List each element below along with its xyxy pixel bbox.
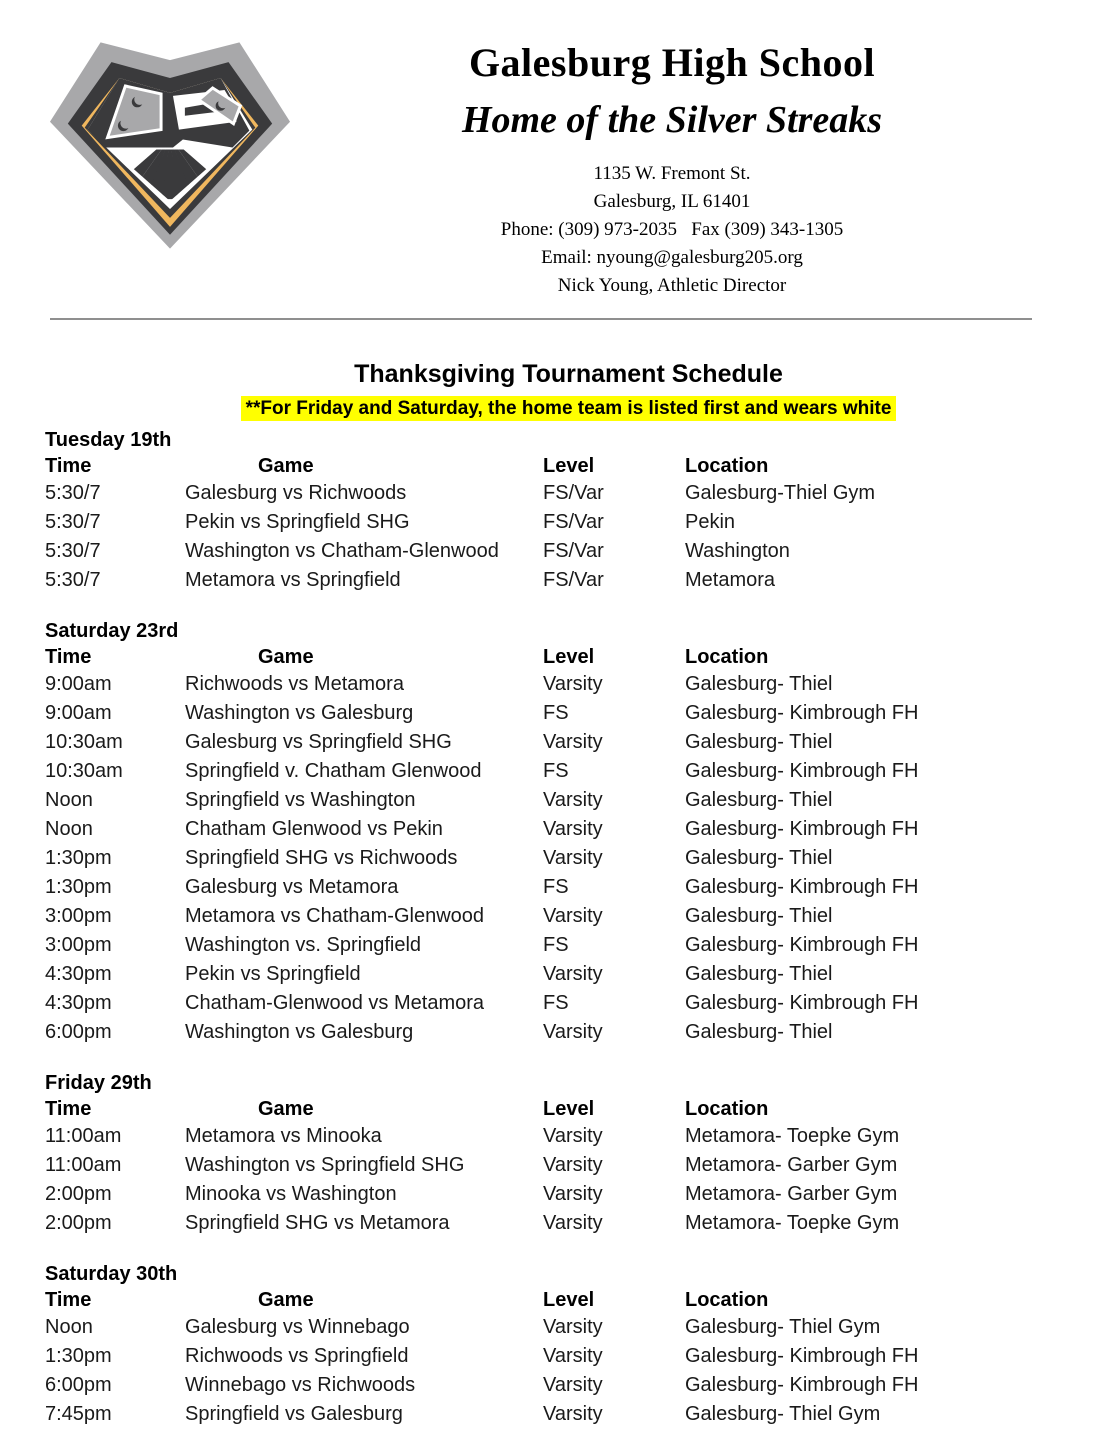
- game-row: [45, 757, 1092, 786]
- cell-level: FS/Var: [543, 511, 604, 533]
- column-header-level: Level: [543, 1098, 595, 1120]
- cell-game: Washington vs Galesburg: [185, 702, 414, 724]
- cell-level: Varsity: [543, 731, 603, 753]
- game-row: [45, 1209, 1092, 1238]
- cell-level: FS/Var: [543, 540, 604, 562]
- day-heading: Saturday 23rd: [45, 620, 179, 642]
- game-row: [45, 873, 1092, 902]
- address-line-street: 1135 W. Fremont St.: [593, 163, 751, 184]
- game-row: [45, 960, 1092, 989]
- cell-time: 4:30pm: [45, 963, 112, 985]
- game-row: [45, 728, 1092, 757]
- cell-game: Springfield SHG vs Metamora: [185, 1212, 450, 1234]
- cell-game: Galesburg vs Metamora: [185, 876, 399, 898]
- cell-level: Varsity: [543, 1021, 603, 1043]
- column-header-level: Level: [543, 1289, 595, 1311]
- column-header-time: Time: [45, 455, 92, 477]
- cell-time: 9:00am: [45, 673, 112, 695]
- column-header-location: Location: [685, 646, 769, 668]
- day-heading: Friday 29th: [45, 1072, 152, 1094]
- cell-game: Washington vs Galesburg: [185, 1021, 414, 1043]
- game-row: [45, 844, 1092, 873]
- silver-streaks-shield-icon: [46, 38, 294, 252]
- cell-level: FS: [543, 934, 569, 956]
- cell-level: FS: [543, 702, 569, 724]
- cell-time: 5:30/7: [45, 511, 101, 533]
- cell-game: Springfield v. Chatham Glenwood: [185, 760, 482, 782]
- cell-level: Varsity: [543, 673, 603, 695]
- cell-location: Galesburg- Thiel: [685, 1021, 833, 1043]
- game-row: [45, 989, 1092, 1018]
- cell-time: 2:00pm: [45, 1183, 112, 1205]
- cell-location: Galesburg- Kimbrough FH: [685, 702, 919, 724]
- schedule-days: [45, 427, 1092, 1429]
- address-block: [242, 160, 1102, 300]
- cell-time: 1:30pm: [45, 847, 112, 869]
- schedule: [45, 359, 1092, 1429]
- day-heading: Tuesday 19th: [45, 429, 172, 451]
- column-header-location: Location: [685, 1289, 769, 1311]
- cell-time: 5:30/7: [45, 569, 101, 591]
- column-header-time: Time: [45, 1289, 92, 1311]
- cell-time: 2:00pm: [45, 1212, 112, 1234]
- cell-game: Metamora vs Springfield: [185, 569, 401, 591]
- cell-location: Pekin: [685, 511, 736, 533]
- cell-level: Varsity: [543, 1154, 603, 1176]
- game-row: [45, 931, 1092, 960]
- cell-game: Pekin vs Springfield SHG: [185, 511, 410, 533]
- cell-time: Noon: [45, 1316, 93, 1338]
- cell-location: Galesburg- Kimbrough FH: [685, 1374, 919, 1396]
- cell-level: FS: [543, 760, 569, 782]
- cell-location: Galesburg- Thiel: [685, 789, 833, 811]
- cell-time: 6:00pm: [45, 1021, 112, 1043]
- game-row: [45, 699, 1092, 728]
- game-row: [45, 1151, 1092, 1180]
- phone-fax-line: Phone: (309) 973-2035 Fax (309) 343-1305: [500, 219, 844, 240]
- day-section: [45, 427, 1092, 595]
- cell-game: Galesburg vs Richwoods: [185, 482, 407, 504]
- cell-game: Washington vs Springfield SHG: [185, 1154, 465, 1176]
- email-line: Email: nyoung@galesburg205.org: [541, 247, 803, 268]
- cell-time: 5:30/7: [45, 540, 101, 562]
- school-logo: [46, 38, 294, 252]
- day-section: [45, 1261, 1092, 1429]
- game-row: [45, 537, 1092, 566]
- cell-level: FS/Var: [543, 569, 604, 591]
- column-header-time: Time: [45, 646, 92, 668]
- schedule-note-wrap: [45, 396, 1092, 421]
- cell-location: Galesburg- Kimbrough FH: [685, 1345, 919, 1367]
- column-header-row: [45, 1096, 1092, 1122]
- cell-location: Galesburg- Kimbrough FH: [685, 934, 919, 956]
- game-row: [45, 566, 1092, 595]
- cell-game: Minooka vs Washington: [185, 1183, 397, 1205]
- cell-location: Metamora- Toepke Gym: [685, 1125, 900, 1147]
- cell-level: Varsity: [543, 963, 603, 985]
- school-tagline: Home of the Silver Streaks: [461, 99, 883, 141]
- cell-location: Metamora- Toepke Gym: [685, 1212, 900, 1234]
- cell-level: Varsity: [543, 1345, 603, 1367]
- game-row: [45, 786, 1092, 815]
- schedule-note-highlight: **For Friday and Saturday, the home team is listed first and wears white: [241, 396, 897, 421]
- game-row: [45, 1313, 1092, 1342]
- game-row: [45, 1400, 1092, 1429]
- cell-location: Galesburg- Kimbrough FH: [685, 876, 919, 898]
- cell-location: Galesburg- Kimbrough FH: [685, 760, 919, 782]
- column-header-row: [45, 1287, 1092, 1313]
- cell-time: 7:45pm: [45, 1403, 112, 1425]
- cell-game: Metamora vs Minooka: [185, 1125, 382, 1147]
- cell-game: Washington vs. Springfield: [185, 934, 422, 956]
- cell-time: 3:00pm: [45, 934, 112, 956]
- cell-time: 1:30pm: [45, 876, 112, 898]
- cell-level: Varsity: [543, 1212, 603, 1234]
- cell-time: 3:00pm: [45, 905, 112, 927]
- cell-level: Varsity: [543, 847, 603, 869]
- game-row: [45, 508, 1092, 537]
- game-row: [45, 1371, 1092, 1400]
- cell-location: Washington: [685, 540, 790, 562]
- cell-level: Varsity: [543, 789, 603, 811]
- letterhead: [0, 0, 1102, 300]
- cell-time: 11:00am: [45, 1154, 122, 1176]
- column-header-game: Game: [258, 1289, 314, 1311]
- game-row: [45, 902, 1092, 931]
- address-line-city: Galesburg, IL 61401: [593, 191, 751, 212]
- game-row: [45, 815, 1092, 844]
- game-row: [45, 1018, 1092, 1047]
- column-header-level: Level: [543, 646, 595, 668]
- cell-time: 4:30pm: [45, 992, 112, 1014]
- cell-location: Galesburg- Thiel: [685, 963, 833, 985]
- cell-level: Varsity: [543, 1183, 603, 1205]
- letterhead-divider: [50, 318, 1032, 320]
- cell-time: 6:00pm: [45, 1374, 112, 1396]
- cell-game: Pekin vs Springfield: [185, 963, 361, 985]
- game-row: [45, 479, 1092, 508]
- cell-level: Varsity: [543, 1316, 603, 1338]
- cell-time: 10:30am: [45, 731, 123, 753]
- game-row: [45, 1122, 1092, 1151]
- cell-level: FS: [543, 876, 569, 898]
- school-name: Galesburg High School: [468, 40, 876, 85]
- cell-game: Galesburg vs Springfield SHG: [185, 731, 452, 753]
- cell-location: Galesburg-Thiel Gym: [685, 482, 876, 504]
- cell-level: Varsity: [543, 905, 603, 927]
- day-heading: Saturday 30th: [45, 1263, 178, 1285]
- cell-location: Galesburg- Thiel: [685, 673, 833, 695]
- cell-game: Galesburg vs Winnebago: [185, 1316, 410, 1338]
- cell-game: Springfield vs Washington: [185, 789, 416, 811]
- athletic-director-line: Nick Young, Athletic Director: [557, 275, 787, 296]
- day-section: [45, 618, 1092, 1047]
- column-header-row: [45, 453, 1092, 479]
- cell-level: FS: [543, 992, 569, 1014]
- cell-time: 10:30am: [45, 760, 123, 782]
- cell-location: Metamora- Garber Gym: [685, 1154, 898, 1176]
- cell-location: Galesburg- Kimbrough FH: [685, 818, 919, 840]
- cell-location: Galesburg- Thiel Gym: [685, 1403, 881, 1425]
- column-header-location: Location: [685, 455, 769, 477]
- cell-time: 1:30pm: [45, 1345, 112, 1367]
- column-header-row: [45, 644, 1092, 670]
- schedule-title: Thanksgiving Tournament Schedule: [354, 360, 783, 388]
- cell-time: 5:30/7: [45, 482, 101, 504]
- cell-game: Springfield vs Galesburg: [185, 1403, 403, 1425]
- letterhead-text: [242, 40, 1102, 300]
- cell-game: Chatham Glenwood vs Pekin: [185, 818, 443, 840]
- cell-game: Richwoods vs Metamora: [185, 673, 404, 695]
- column-header-location: Location: [685, 1098, 769, 1120]
- cell-location: Metamora- Garber Gym: [685, 1183, 898, 1205]
- cell-location: Galesburg- Thiel: [685, 731, 833, 753]
- column-header-time: Time: [45, 1098, 92, 1120]
- cell-level: Varsity: [543, 818, 603, 840]
- cell-game: Washington vs Chatham-Glenwood: [185, 540, 499, 562]
- column-header-level: Level: [543, 455, 595, 477]
- cell-level: Varsity: [543, 1125, 603, 1147]
- column-header-game: Game: [258, 646, 314, 668]
- cell-level: Varsity: [543, 1403, 603, 1425]
- cell-level: FS/Var: [543, 482, 604, 504]
- cell-time: 11:00am: [45, 1125, 122, 1147]
- cell-level: Varsity: [543, 1374, 603, 1396]
- cell-location: Galesburg- Kimbrough FH: [685, 992, 919, 1014]
- cell-game: Richwoods vs Springfield: [185, 1345, 409, 1367]
- cell-game: Chatham-Glenwood vs Metamora: [185, 992, 485, 1014]
- cell-location: Metamora: [685, 569, 776, 591]
- cell-location: Galesburg- Thiel: [685, 905, 833, 927]
- game-row: [45, 670, 1092, 699]
- cell-location: Galesburg- Thiel Gym: [685, 1316, 881, 1338]
- cell-game: Metamora vs Chatham-Glenwood: [185, 905, 485, 927]
- cell-location: Galesburg- Thiel: [685, 847, 833, 869]
- cell-time: Noon: [45, 818, 93, 840]
- game-row: [45, 1180, 1092, 1209]
- cell-game: Winnebago vs Richwoods: [185, 1374, 416, 1396]
- column-header-game: Game: [258, 455, 314, 477]
- cell-time: 9:00am: [45, 702, 112, 724]
- column-header-game: Game: [258, 1098, 314, 1120]
- cell-game: Springfield SHG vs Richwoods: [185, 847, 458, 869]
- game-row: [45, 1342, 1092, 1371]
- cell-time: Noon: [45, 789, 93, 811]
- day-section: [45, 1070, 1092, 1238]
